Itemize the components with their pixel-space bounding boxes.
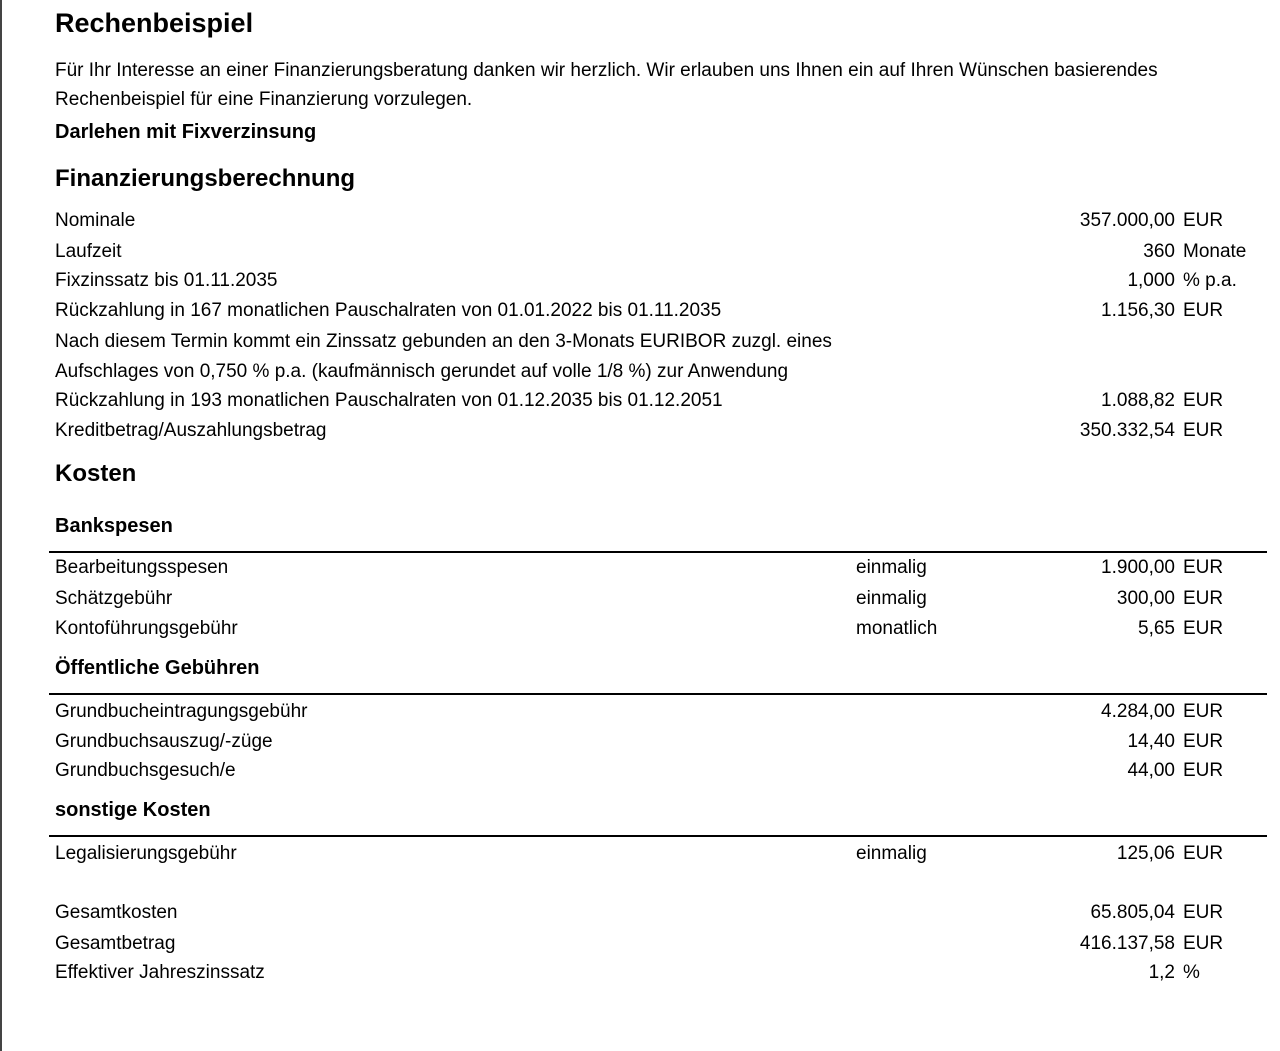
row-unit: EUR	[1183, 210, 1224, 231]
row-label: Grundbuchsauszug/-züge	[55, 731, 273, 752]
note-text: Nach diesem Termin kommt ein Zinssatz gebunden an den 3-Monats EURIBOR zuzgl. eines	[55, 331, 832, 352]
public-fees-heading: Öffentliche Gebühren	[55, 657, 260, 679]
costs-heading: Kosten	[55, 460, 137, 487]
row-label: Kreditbetrag/Auszahlungsbetrag	[55, 420, 327, 441]
cost-row	[55, 584, 1267, 614]
row-value: 1.900,00	[1101, 557, 1175, 578]
financing-heading: Finanzierungsberechnung	[55, 165, 356, 192]
page-left-border	[0, 0, 2, 1051]
row-value: 14,40	[1127, 731, 1175, 752]
financing-row-laufzeit	[55, 237, 1267, 267]
row-value: 360	[1143, 241, 1175, 262]
row-label: Bearbeitungsspesen	[55, 557, 229, 578]
row-unit: EUR	[1183, 618, 1224, 639]
row-value: 1.088,82	[1101, 390, 1175, 411]
financing-row-fixzins	[55, 266, 1267, 296]
financing-note-line-1	[55, 327, 1267, 357]
row-value: 416.137,58	[1079, 933, 1175, 954]
row-label: Effektiver Jahreszinssatz	[55, 962, 265, 983]
row-value: 300,00	[1116, 588, 1175, 609]
row-unit: EUR	[1183, 843, 1224, 864]
row-unit: EUR	[1183, 760, 1224, 781]
row-value: 5,65	[1138, 618, 1175, 639]
row-value: 125,06	[1116, 843, 1175, 864]
financing-row-rueckzahlung-1	[55, 296, 1267, 326]
row-label: Rückzahlung in 193 monatlichen Pauschalraten von 01.12.2035 bis 01.12.2051	[55, 390, 723, 411]
row-label: Grundbucheintragungsgebühr	[55, 701, 308, 722]
row-value: 4.284,00	[1101, 701, 1175, 722]
cost-row	[55, 614, 1267, 644]
row-unit: EUR	[1183, 390, 1224, 411]
row-label: Fixzinssatz bis 01.11.2035	[55, 270, 278, 291]
note-text: Aufschlages von 0,750 % p.a. (kaufmännisch gerundet auf volle 1/8 %) zur Anwendung	[55, 361, 789, 382]
financing-note-line-2	[55, 357, 1267, 387]
financing-row-rueckzahlung-2	[55, 386, 1267, 416]
row-value: 1,000	[1127, 270, 1175, 291]
row-label: Laufzeit	[55, 241, 122, 262]
total-row-gesamtkosten	[55, 898, 1267, 928]
row-value: 1.156,30	[1101, 300, 1175, 321]
financing-row-nominale	[55, 206, 1267, 236]
row-unit: % p.a.	[1183, 270, 1237, 291]
row-unit: EUR	[1183, 557, 1224, 578]
other-costs-heading: sonstige Kosten	[55, 799, 211, 821]
row-unit: EUR	[1183, 731, 1224, 752]
cost-row	[55, 756, 1267, 786]
row-value: 1,2	[1148, 962, 1175, 983]
row-value: 350.332,54	[1079, 420, 1175, 441]
cost-row	[55, 697, 1267, 727]
cost-row	[55, 553, 1267, 583]
bank-fees-heading: Bankspesen	[55, 515, 173, 537]
page-title: Rechenbeispiel	[55, 8, 254, 38]
row-frequency: einmalig	[856, 588, 927, 609]
section-divider	[49, 693, 1267, 695]
total-row-effektiver-jahreszinssatz	[55, 958, 1267, 988]
row-unit: %	[1183, 962, 1200, 983]
row-frequency: monatlich	[856, 618, 938, 639]
financing-row-kreditbetrag	[55, 416, 1267, 446]
loan-type-heading: Darlehen mit Fixverzinsung	[55, 121, 317, 143]
row-unit: EUR	[1183, 933, 1224, 954]
row-label: Gesamtbetrag	[55, 933, 176, 954]
row-label: Schätzgebühr	[55, 588, 173, 609]
row-unit: EUR	[1183, 300, 1224, 321]
row-frequency: einmalig	[856, 557, 927, 578]
row-unit: EUR	[1183, 701, 1224, 722]
cost-row	[55, 839, 1267, 869]
row-label: Grundbuchsgesuch/e	[55, 760, 236, 781]
row-label: Legalisierungsgebühr	[55, 843, 237, 864]
row-unit: EUR	[1183, 902, 1224, 923]
row-value: 357.000,00	[1079, 210, 1175, 231]
row-unit: Monate	[1183, 241, 1247, 262]
row-label: Kontoführungsgebühr	[55, 618, 238, 639]
row-value: 65.805,04	[1090, 902, 1175, 923]
row-unit: EUR	[1183, 420, 1224, 441]
intro-text: Für Ihr Interesse an einer Finanzierungsberatung danken wir herzlich. Wir erlauben uns Ihnen ein auf Ihren Wünschen basierendes Rechenbeispiel für eine Finanzierung vorzulegen.	[55, 60, 1158, 110]
row-label: Gesamtkosten	[55, 902, 178, 923]
row-frequency: einmalig	[856, 843, 927, 864]
row-unit: EUR	[1183, 588, 1224, 609]
row-label: Nominale	[55, 210, 136, 231]
row-value: 44,00	[1127, 760, 1175, 781]
row-label: Rückzahlung in 167 monatlichen Pauschalraten von 01.01.2022 bis 01.11.2035	[55, 300, 722, 321]
cost-row	[55, 727, 1267, 757]
section-divider	[49, 835, 1267, 837]
total-row-gesamtbetrag	[55, 929, 1267, 959]
